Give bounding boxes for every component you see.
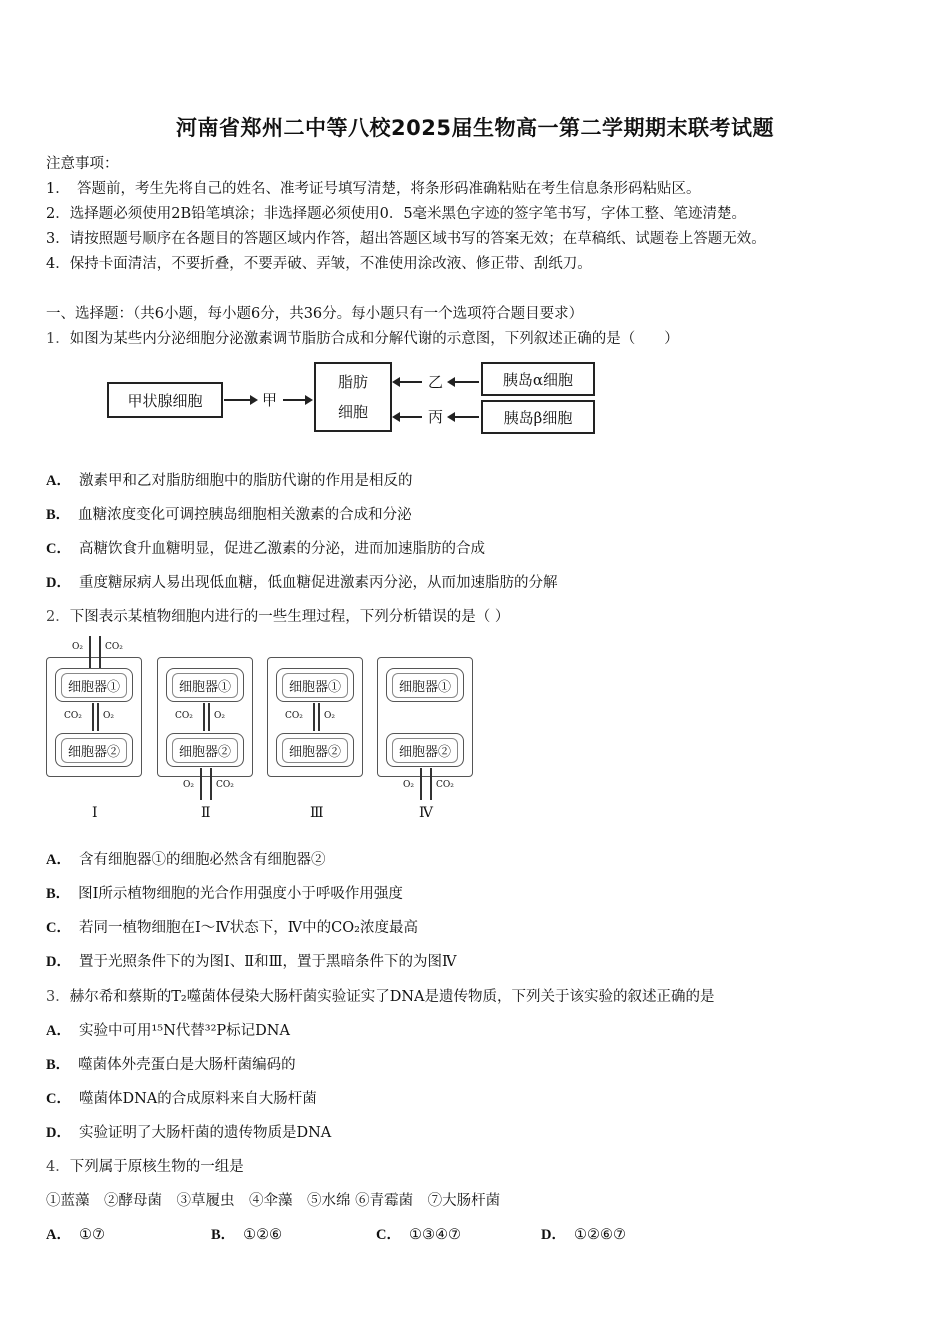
option-key: D． xyxy=(46,954,71,970)
islet-beta-cell-box: 胰岛β细胞 xyxy=(481,400,595,434)
option-key: C． xyxy=(46,541,71,557)
option-a[interactable] xyxy=(46,848,325,869)
o2-label: O₂ xyxy=(72,642,83,652)
question-2-stem xyxy=(46,605,509,626)
question-number: 3． xyxy=(46,989,70,1005)
o2-label: O₂ xyxy=(183,780,194,790)
option-key: A． xyxy=(46,852,71,868)
diagram-label-iv: Ⅳ xyxy=(419,805,433,821)
organism-list: ①蓝藻 ②酵母菌 ③草履虫 ④伞藻 ⑤水绵 ⑥青霉菌 ⑦大肠杆菌 xyxy=(46,1193,501,1209)
option-key: C． xyxy=(376,1227,401,1243)
gas-arrow xyxy=(203,703,205,731)
option-text: 若同一植物细胞在Ⅰ～Ⅳ状态下，Ⅳ中的CO₂浓度最高 xyxy=(78,920,418,936)
option-key: A． xyxy=(46,1227,71,1243)
gas-arrow xyxy=(208,703,210,731)
o2-label: O₂ xyxy=(214,711,225,721)
question-4-stem xyxy=(46,1155,244,1176)
page-title: 河南省郑州二中等八校2025届生物高一第二学期期末联考试题 xyxy=(176,116,774,140)
arrow-left xyxy=(394,381,422,383)
option-text: ①⑦ xyxy=(78,1227,105,1243)
option-key: D． xyxy=(46,575,71,591)
option-text: 高糖饮食升血糖明显，促进乙激素的分泌，进而加速脂肪的合成 xyxy=(78,541,485,557)
organelle-2 xyxy=(276,733,354,767)
co2-label: CO₂ xyxy=(64,711,82,721)
option-d[interactable] xyxy=(541,1223,626,1244)
gas-arrow xyxy=(318,703,320,731)
organelle-label: 细胞器① xyxy=(282,673,348,698)
option-key: D． xyxy=(46,1125,71,1141)
section-heading: 一、选择题：（共6小题，每小题6分，共36分。每小题只有一个选项符合题目要求） xyxy=(46,306,584,322)
question-text: 赫尔希和蔡斯的T₂噬菌体侵染大肠杆菌实验证实了DNA是遗传物质，下列关于该实验的叙述正确的是 xyxy=(69,989,715,1005)
hormone-bing-label: 丙 xyxy=(428,408,444,426)
option-key: C． xyxy=(46,1091,71,1107)
diagram-label-i: Ⅰ xyxy=(92,805,98,821)
notice-item: 3．请按照题号顺序在各题目的答题区域内作答，超出答题区域书写的答案无效；在草稿纸、试题卷上答题无效。 xyxy=(46,231,766,247)
arrow-right xyxy=(283,399,311,401)
thyroid-cell-box: 甲状腺细胞 xyxy=(107,382,223,418)
organelle-2 xyxy=(386,733,464,767)
gas-arrow xyxy=(99,636,101,668)
gas-arrow xyxy=(89,636,91,668)
organelle-1 xyxy=(386,668,464,702)
islet-alpha-cell-box: 胰岛α细胞 xyxy=(481,362,595,396)
gas-arrow xyxy=(210,768,212,800)
gas-arrow xyxy=(313,703,315,731)
option-text: ①②⑥⑦ xyxy=(573,1227,626,1243)
arrow-right xyxy=(224,399,256,401)
option-d[interactable] xyxy=(46,1121,331,1142)
gas-arrow xyxy=(200,768,202,800)
o2-label: O₂ xyxy=(324,711,335,721)
option-b[interactable] xyxy=(46,1053,296,1074)
option-d[interactable] xyxy=(46,950,457,971)
question-text: 如图为某些内分泌细胞分泌激素调节脂肪合成和分解代谢的示意图，下列叙述正确的是（ ） xyxy=(69,331,679,347)
question-3-stem xyxy=(46,985,715,1006)
option-text: 图Ⅰ所示植物细胞的光合作用强度小于呼吸作用强度 xyxy=(78,886,403,902)
option-a[interactable] xyxy=(46,469,412,490)
notice-heading: 注意事项： xyxy=(46,156,119,172)
organelle-label: 细胞器① xyxy=(392,673,458,698)
organelle-2 xyxy=(55,733,133,767)
option-c[interactable] xyxy=(46,916,418,937)
option-key: A． xyxy=(46,1023,71,1039)
option-text: ①②⑥ xyxy=(243,1227,283,1243)
option-key: B． xyxy=(46,1057,71,1073)
organelle-label: 细胞器① xyxy=(61,673,127,698)
gas-arrow xyxy=(420,768,422,800)
question-text: 下图表示某植物细胞内进行的一些生理过程，下列分析错误的是（ ） xyxy=(69,609,510,625)
notice-item: 2．选择题必须使用2B铅笔填涂；非选择题必须使用0．5毫米黑色字迹的签字笔书写，字体工整、笔迹清楚。 xyxy=(46,206,747,222)
option-key: A． xyxy=(46,473,71,489)
fat-cell-box xyxy=(314,362,392,432)
notice-item: 4．保持卡面清洁，不要折叠，不要弄破、弄皱，不准使用涂改液、修正带、刮纸刀。 xyxy=(46,256,592,272)
gas-arrow xyxy=(430,768,432,800)
gas-arrow xyxy=(92,703,94,731)
option-c[interactable] xyxy=(46,1087,317,1108)
option-text: 噬菌体外壳蛋白是大肠杆菌编码的 xyxy=(78,1057,296,1073)
organelle-label: 细胞器② xyxy=(61,738,127,763)
option-text: 血糖浓度变化可调控胰岛细胞相关激素的合成和分泌 xyxy=(78,507,412,523)
fat-cell-label: 细胞 xyxy=(337,403,368,421)
co2-label: CO₂ xyxy=(216,780,234,790)
organelle-label: 细胞器② xyxy=(172,738,238,763)
option-text: 置于光照条件下的为图Ⅰ、Ⅱ和Ⅲ，置于黑暗条件下的为图Ⅳ xyxy=(78,954,457,970)
diagram-label-iii: Ⅲ xyxy=(310,805,324,821)
co2-label: CO₂ xyxy=(436,780,454,790)
question-1-stem xyxy=(46,327,679,348)
option-text: 实验中可用¹⁵N代替³²P标记DNA xyxy=(78,1023,290,1039)
option-a[interactable] xyxy=(46,1223,105,1244)
option-text: 含有细胞器①的细胞必然含有细胞器② xyxy=(78,852,326,868)
arrow-left xyxy=(394,416,422,418)
option-key: B． xyxy=(46,507,71,523)
option-b[interactable] xyxy=(46,882,403,903)
option-key: B． xyxy=(211,1227,236,1243)
gas-arrow xyxy=(97,703,99,731)
question-number: 1． xyxy=(46,331,70,347)
organelle-1 xyxy=(55,668,133,702)
arrow-left xyxy=(449,416,479,418)
organelle-2 xyxy=(166,733,244,767)
option-key: C． xyxy=(46,920,71,936)
option-c[interactable] xyxy=(46,537,485,558)
organelle-label: 细胞器② xyxy=(392,738,458,763)
organelle-label: 细胞器② xyxy=(282,738,348,763)
organelle-1 xyxy=(276,668,354,702)
option-a[interactable] xyxy=(46,1019,290,1040)
hormone-yi-label: 乙 xyxy=(428,373,444,391)
question-text: 下列属于原核生物的一组是 xyxy=(69,1159,244,1175)
option-key: D． xyxy=(541,1227,566,1243)
o2-label: O₂ xyxy=(103,711,114,721)
o2-label: O₂ xyxy=(403,780,414,790)
co2-label: CO₂ xyxy=(175,711,193,721)
option-b[interactable] xyxy=(46,503,412,524)
organelle-label: 细胞器① xyxy=(172,673,238,698)
option-text: 实验证明了大肠杆菌的遗传物质是DNA xyxy=(78,1125,332,1141)
option-text: 噬菌体DNA的合成原料来自大肠杆菌 xyxy=(78,1091,317,1107)
organelle-1 xyxy=(166,668,244,702)
option-text: 重度糖尿病人易出现低血糖，低血糖促进激素丙分泌，从而加速脂肪的分解 xyxy=(78,575,558,591)
question-number: 4． xyxy=(46,1159,70,1175)
option-key: B． xyxy=(46,886,71,902)
co2-label: CO₂ xyxy=(105,642,123,652)
co2-label: CO₂ xyxy=(285,711,303,721)
diagram-label-ii: Ⅱ xyxy=(201,805,211,821)
arrow-left xyxy=(449,381,479,383)
option-text: ①③④⑦ xyxy=(408,1227,461,1243)
question-number: 2． xyxy=(46,609,70,625)
fat-cell-label: 脂肪 xyxy=(337,373,368,391)
option-text: 激素甲和乙对脂肪细胞中的脂肪代谢的作用是相反的 xyxy=(78,473,413,489)
option-b[interactable] xyxy=(211,1223,282,1244)
hormone-jia-label: 甲 xyxy=(262,391,278,409)
option-d[interactable] xyxy=(46,571,557,592)
notice-item: 1． 答题前，考生先将自己的姓名、准考证号填写清楚，将条形码准确粘贴在考生信息条形码粘贴区。 xyxy=(46,181,701,197)
option-c[interactable] xyxy=(376,1223,461,1244)
